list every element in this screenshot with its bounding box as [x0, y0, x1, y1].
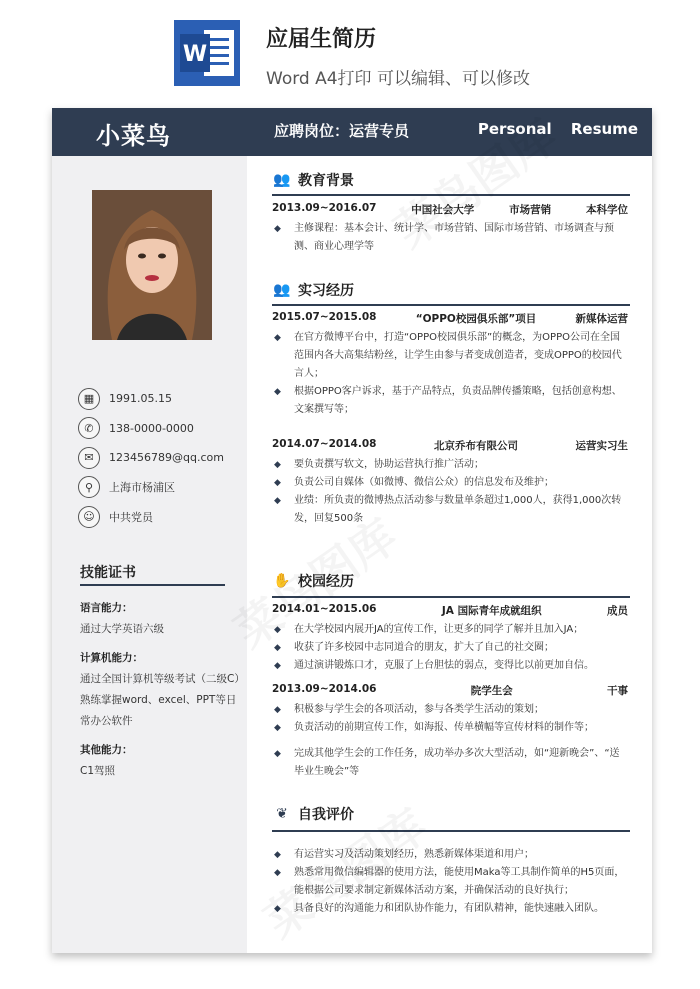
list-item: ◆ 熟悉常用微信编辑器的使用方法，能使用Maka等工具制作简单的H5页面，能根据公司要求制定新媒体活动方案，并确保活动的良好执行； [272, 864, 628, 900]
education-date: 2013.09~2016.07 [272, 202, 377, 214]
list-item: ◆ 要负责撰写软文，协助运营执行推广活动； [272, 456, 628, 474]
list-item: ◆ 在大学校园内展开JA的宣传工作，让更多的同学了解并且加入JA； [272, 621, 628, 639]
list-item: ◆ 在官方微博平台中，打造“OPPO校园俱乐部”的概念，为OPPO公司在全国范围内各大高集结粉丝，让学生由参与者变成创造者，变成OPPO的校园代言人； [272, 329, 628, 383]
internship-row-1 [272, 311, 628, 326]
internship-date: 2015.07~2015.08 [272, 311, 377, 323]
internship-role: 新媒体运营 [575, 313, 628, 325]
word-doc-icon [174, 20, 240, 86]
campus-bullets-1 [272, 621, 628, 675]
campus-bullets-2 [272, 701, 628, 781]
campus-role: 干事 [606, 685, 628, 697]
list-item: ◆ 完成其他学生会的工作任务，成功举办多次大型活动，如“迎新晚会”、“送毕业生晚会”等 [272, 745, 628, 781]
person-icon: ☺ [78, 506, 100, 528]
campus-org: JA 国际青年成就组织 [441, 605, 542, 617]
list-item: ◆ 收获了许多校园中志同道合的朋友，扩大了自己的社交圈； [272, 639, 628, 657]
list-item: ◆ 具备良好的沟通能力和团队协作能力，有团队精神，能快速融入团队。 [272, 900, 628, 918]
skill-label-computer: 计算机能力： [80, 652, 143, 664]
email-text: 123456789@qq.com [109, 451, 224, 465]
skill-line: 熟练掌握word、excel、PPT等日常办公软件 [80, 694, 237, 727]
list-item: ◆ 负责公司自媒体（如微博、微信公众）的信息发布及维护； [272, 474, 628, 492]
skill-line: 通过全国计算机等级考试（二级C） [80, 673, 245, 685]
job-target: 应聘岗位：运营专员 [274, 122, 410, 140]
skill-label-language: 语言能力： [80, 602, 133, 614]
svg-text:W: W [182, 42, 208, 67]
contact-phone [78, 414, 224, 444]
resume-header [52, 108, 652, 156]
internship-role: 运营实习生 [575, 440, 628, 452]
internship-icon: 👥 [273, 282, 291, 298]
skill-line: 通过大学英语六级 [80, 623, 164, 635]
education-title: 教育背景 [298, 173, 354, 189]
resume-page [52, 108, 652, 953]
list-item: ◆ 根据OPPO客户诉求，基于产品特点，负责品牌传播策略，包括创意构想、文案撰写等； [272, 383, 628, 419]
list-item: ◆ 有运营实习及活动策划经历，熟悉新媒体渠道和用户； [272, 846, 628, 864]
list-item: ◆ 负责活动的前期宣传工作，如海报、传单横幅等宣传材料的制作等； [272, 719, 628, 737]
banner-title: 应届生简历 [266, 27, 377, 52]
internship-date: 2014.07~2014.08 [272, 438, 377, 450]
phone-icon: ✆ [78, 417, 100, 439]
location-icon: ⚲ [78, 476, 100, 498]
list-item: ◆ 主修课程：基本会计、统计学、市场营销、国际市场营销、市场调查与预测、商业心理学等 [272, 220, 628, 256]
list-item: ◆ 积极参与学生会的各项活动，参与各类学生活动的策划； [272, 701, 628, 719]
education-bullets [272, 220, 628, 256]
list-item: ◆ 业绩：所负责的微博热点活动参与数量单条超过1,000人，获得1,000次转发，回复500条 [272, 492, 628, 528]
campus-org: 院学生会 [470, 685, 513, 697]
banner [0, 0, 700, 100]
calendar-icon: ▦ [78, 388, 100, 410]
education-school: 中国社会大学 [411, 204, 475, 216]
campus-divider [272, 596, 630, 598]
sidebar [52, 156, 247, 953]
internship-title: 实习经历 [298, 283, 354, 299]
internship-row-2 [272, 438, 628, 453]
skill-line: C1驾照 [80, 765, 116, 777]
internship-divider [272, 304, 630, 306]
contact-list [78, 384, 224, 532]
education-degree: 本科学位 [585, 204, 628, 216]
campus-date: 2014.01~2015.06 [272, 603, 377, 615]
skill-label-other: 其他能力： [80, 744, 133, 756]
skills-title: 技能证书 [80, 565, 136, 581]
skills-divider [80, 584, 225, 586]
contact-birthdate [78, 384, 224, 414]
self-eval-title: 自我评价 [298, 807, 354, 823]
contact-party [78, 502, 224, 532]
internship-org: 北京乔布有限公司 [433, 440, 518, 452]
campus-icon: ✋ [273, 573, 291, 589]
campus-title: 校园经历 [298, 574, 354, 590]
campus-role: 成员 [607, 605, 628, 617]
education-divider [272, 194, 630, 196]
party-text: 中共党员 [109, 510, 153, 524]
campus-date: 2013.09~2014.06 [272, 683, 377, 695]
contact-email [78, 443, 224, 473]
candidate-name: 小菜鸟 [96, 122, 171, 150]
leaf-icon: ❦ [276, 806, 288, 822]
self-eval-divider [272, 830, 630, 832]
phone-text: 138-0000-0000 [109, 421, 194, 435]
education-icon: 👥 [273, 172, 291, 188]
education-row [272, 202, 628, 217]
campus-row-1 [272, 603, 628, 618]
campus-row-2 [272, 683, 628, 698]
personal-resume-label: Personal Resume [477, 120, 638, 138]
self-eval-bullets [272, 846, 628, 918]
internship-bullets-2 [272, 456, 628, 528]
internship-org: “OPPO校园俱乐部”项目 [415, 313, 537, 325]
birthdate-text: 1991.05.15 [109, 392, 172, 406]
email-icon: ✉ [78, 447, 100, 469]
education-major: 市场营销 [509, 204, 552, 216]
profile-photo [92, 190, 212, 340]
internship-bullets-1 [272, 329, 628, 419]
list-item: ◆ 通过演讲锻炼口才，克服了上台胆怯的弱点，变得比以前更加自信。 [272, 657, 628, 675]
banner-subtitle: Word A4打印 可以编辑、可以修改 [266, 69, 530, 89]
skills-list [80, 598, 245, 782]
contact-location [78, 473, 224, 503]
location-text: 上海市杨浦区 [109, 481, 175, 495]
